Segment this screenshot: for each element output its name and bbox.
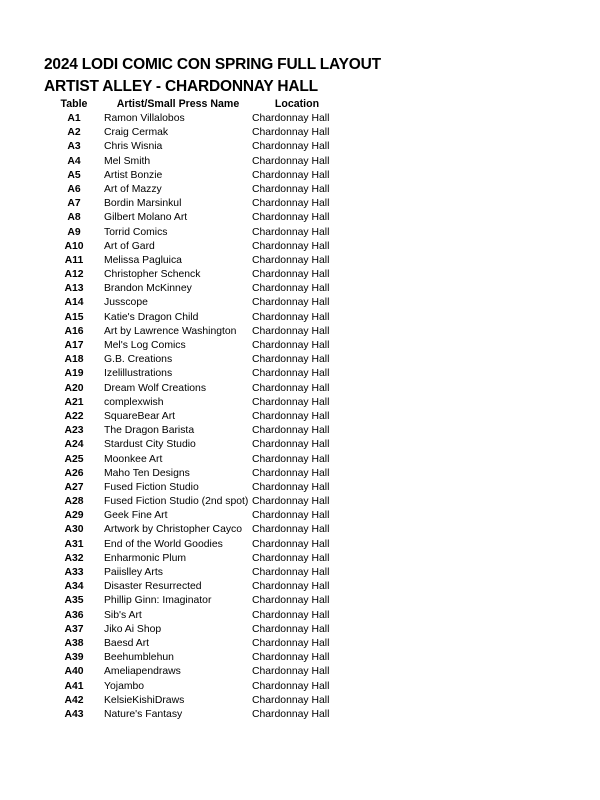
table-row [44,226,384,240]
table-number: A33 [64,567,84,578]
table-number: A40 [64,666,84,678]
location: Chardonnay Hall [252,311,330,323]
location: Chardonnay Hall [252,524,330,536]
artist-name: Paiislley Arts [104,567,163,578]
artist-name: Chris Wisnia [104,141,163,153]
table-number: A8 [67,212,81,224]
table-header-row [44,97,384,112]
table-row [44,481,384,495]
location: Chardonnay Hall [252,183,330,195]
location: Chardonnay Hall [252,354,330,366]
table-row [44,523,384,537]
location: Chardonnay Hall [252,637,330,649]
table-row [44,353,384,367]
location: Chardonnay Hall [252,297,330,309]
table-row [44,438,384,452]
table-number: A43 [64,708,84,720]
table-row [44,296,384,310]
artist-name: Bordin Marsinkul [104,198,182,210]
table-number: A36 [64,609,84,621]
table-row [44,467,384,481]
artist-name: Torrid Comics [104,226,168,238]
document-title: 2024 LODI COMIC CON SPRING FULL LAYOUT [44,56,381,73]
artist-name: Fused Fiction Studio (2nd spot) [104,496,249,508]
location: Chardonnay Hall [252,325,330,337]
table-row [44,580,384,594]
table-number: A10 [64,240,84,252]
table-row [44,609,384,623]
artist-name: Ameliapendraws [104,666,181,678]
artist-name: SquareBear Art [104,410,176,422]
table-number: A11 [64,254,84,266]
artist-name: Christopher Schenck [104,269,201,281]
artist-name: Baesd Art [104,637,150,649]
location: Chardonnay Hall [252,127,330,139]
artist-name: Ramon Villalobos [104,113,185,124]
table-number: A29 [64,510,84,522]
artist-name: complexwish [104,396,164,408]
location: Chardonnay Hall [252,340,330,351]
artist-name: Stardust City Studio [104,439,196,451]
location: Chardonnay Hall [252,396,330,408]
artist-name: Mel's Log Comics [104,340,186,351]
table-row [44,140,384,154]
table-number: A3 [67,141,81,153]
artist-name: Nature's Fantasy [104,708,183,720]
artist-name: Fused Fiction Studio [104,481,199,493]
table-number: A22 [64,410,84,422]
location: Chardonnay Hall [252,453,330,465]
artist-name: Geek Fine Art [104,510,168,522]
table-number: A20 [64,382,84,394]
table-row [44,424,384,438]
artist-name: Beehumblehun [104,652,174,664]
location: Chardonnay Hall [252,368,330,380]
table-number: A24 [64,439,84,451]
table-number: A42 [64,694,84,706]
location: Chardonnay Hall [252,623,330,635]
header-location: Location [274,98,320,110]
table-number: A13 [64,283,84,295]
location: Chardonnay Hall [252,538,330,550]
location: Chardonnay Hall [252,581,330,593]
table-row [44,367,384,381]
table-row [44,197,384,211]
location: Chardonnay Hall [252,439,330,451]
table-row [44,211,384,225]
artist-name: Sib's Art [104,609,142,621]
table-number: A4 [67,155,81,167]
table-row [44,694,384,708]
table-number: A31 [64,538,84,550]
artist-table [44,97,384,722]
table-row [44,155,384,169]
artist-name: Dream Wolf Creations [104,382,207,394]
artist-name: Katie's Dragon Child [104,311,199,323]
location: Chardonnay Hall [252,481,330,493]
location: Chardonnay Hall [252,467,330,479]
table-number: A15 [64,311,84,323]
table-number: A2 [67,127,81,139]
table-number: A23 [64,425,84,437]
table-row [44,708,384,722]
document-subtitle: ARTIST ALLEY - CHARDONNAY HALL [44,78,318,95]
table-row [44,382,384,396]
artist-name: Craig Cermak [104,127,169,139]
artist-name: Yojambo [104,680,145,692]
location: Chardonnay Hall [252,283,330,295]
table-row [44,254,384,268]
artist-name: Gilbert Molano Art [104,212,188,224]
table-number: A28 [64,496,84,508]
table-number: A26 [64,467,84,479]
table-row [44,509,384,523]
table-row [44,169,384,183]
artist-name: Art by Lawrence Washington [104,325,237,337]
table-number: A5 [67,169,81,181]
artist-name: Art of Gard [104,240,155,252]
table-body [44,112,384,722]
location: Chardonnay Hall [252,198,330,210]
table-number: A21 [64,396,84,408]
location: Chardonnay Hall [252,510,330,522]
location: Chardonnay Hall [252,240,330,252]
table-number: A1 [67,113,81,124]
table-row [44,651,384,665]
artist-name: G.B. Creations [104,354,173,366]
artist-name: Brandon McKinney [104,283,192,295]
table-row [44,495,384,509]
table-number: A34 [64,581,84,593]
table-number: A41 [64,680,84,692]
table-row [44,665,384,679]
table-row [44,282,384,296]
location: Chardonnay Hall [252,552,330,564]
artist-name: Artist Bonzie [104,169,163,181]
table-row [44,552,384,566]
table-row [44,566,384,580]
table-row [44,623,384,637]
table-row [44,339,384,353]
table-number: A32 [64,552,84,564]
location: Chardonnay Hall [252,410,330,422]
artist-name: KelsieKishiDraws [104,694,185,706]
location: Chardonnay Hall [252,708,330,720]
table-row [44,594,384,608]
table-number: A37 [64,623,84,635]
location: Chardonnay Hall [252,567,330,578]
table-number: A19 [64,368,84,380]
artist-name: Artwork by Christopher Cayco [104,524,243,536]
location: Chardonnay Hall [252,694,330,706]
table-row [44,325,384,339]
artist-name: Art of Mazzy [104,183,162,195]
table-row [44,396,384,410]
table-number: A39 [64,652,84,664]
location: Chardonnay Hall [252,382,330,394]
table-number: A17 [64,340,84,351]
location: Chardonnay Hall [252,666,330,678]
artist-name: Izelillustrations [104,368,173,380]
table-number: A9 [67,226,81,238]
table-row [44,453,384,467]
table-row [44,410,384,424]
table-number: A7 [67,198,81,210]
header-table: Table [60,98,88,110]
table-number: A14 [64,297,84,309]
location: Chardonnay Hall [252,113,330,124]
table-row [44,268,384,282]
table-number: A38 [64,637,84,649]
artist-name: End of the World Goodies [104,538,223,550]
location: Chardonnay Hall [252,496,330,508]
artist-name: Jiko Ai Shop [104,623,162,635]
table-number: A35 [64,595,84,607]
artist-name: Phillip Ginn: Imaginator [104,595,212,607]
table-number: A6 [67,183,81,195]
artist-name: Mel Smith [104,155,151,167]
location: Chardonnay Hall [252,212,330,224]
table-number: A25 [64,453,84,465]
table-row [44,126,384,140]
artist-name: Disaster Resurrected [104,581,202,593]
artist-name: The Dragon Barista [104,425,195,437]
location: Chardonnay Hall [252,425,330,437]
location: Chardonnay Hall [252,226,330,238]
table-row [44,311,384,325]
table-number: A30 [64,524,84,536]
header-artist: Artist/Small Press Name [116,98,240,110]
location: Chardonnay Hall [252,680,330,692]
location: Chardonnay Hall [252,652,330,664]
artist-name: Jusscope [104,297,148,309]
table-row [44,637,384,651]
artist-name: Moonkee Art [104,453,163,465]
table-row [44,183,384,197]
location: Chardonnay Hall [252,595,330,607]
table-number: A27 [64,481,84,493]
artist-name: Melissa Pagluica [104,254,182,266]
table-number: A12 [64,269,84,281]
location: Chardonnay Hall [252,269,330,281]
location: Chardonnay Hall [252,141,330,153]
location: Chardonnay Hall [252,609,330,621]
table-row [44,538,384,552]
location: Chardonnay Hall [252,254,330,266]
artist-name: Enharmonic Plum [104,552,187,564]
table-number: A16 [64,325,84,337]
table-number: A18 [64,354,84,366]
location: Chardonnay Hall [252,169,330,181]
location: Chardonnay Hall [252,155,330,167]
table-row [44,240,384,254]
artist-name: Maho Ten Designs [104,467,190,479]
table-row [44,680,384,694]
table-row [44,112,384,126]
